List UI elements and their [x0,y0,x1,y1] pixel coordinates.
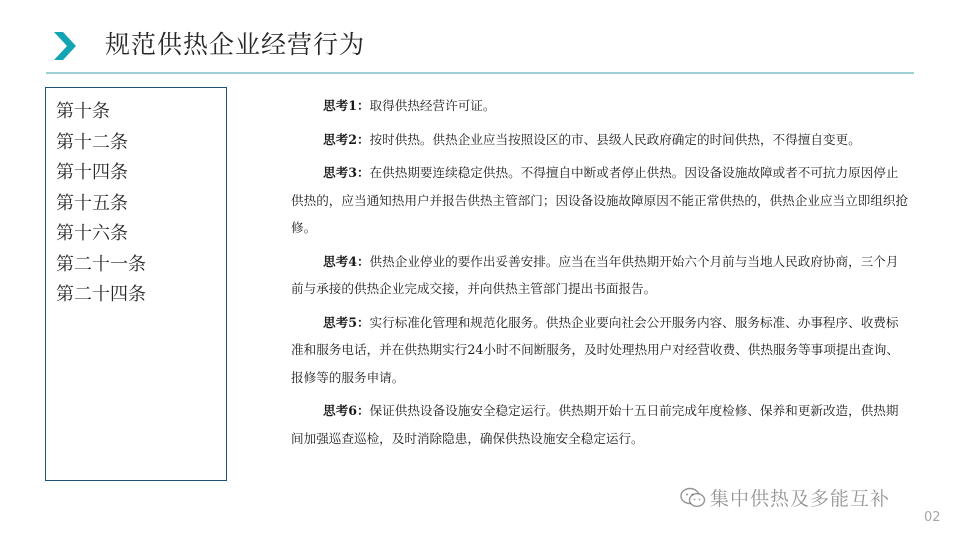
article-item: 第十四条 [56,162,128,183]
paragraph-text: 实行标准化管理和规范化服务。供热企业要向社会公开服务内容、服务标准、办事程序、收费标准和服务电话，并在供热期实行24小时不间断服务，及时处理热用户对经营收费、供热服务等事项提出查询、报修等的服务申请。 [291,314,899,385]
paragraph-label: 思考5： [323,314,370,330]
watermark [680,484,890,511]
page-number: 02 [924,510,941,525]
article-item: 第十五条 [56,192,128,214]
article-item: 第十二条 [56,131,128,153]
article-item: 第十六条 [56,223,128,244]
article-item: 第二十四条 [56,284,146,305]
paragraph-label: 思考2： [323,131,370,147]
paragraph-label: 思考6： [323,403,370,418]
wechat-icon [680,487,706,509]
paragraph-1 [291,92,911,120]
paragraph-label: 思考3： [323,165,370,180]
title-divider [46,72,914,74]
paragraph-4 [291,248,911,303]
paragraph-3 [291,159,911,242]
page-title: 规范供热企业经营行为 [105,30,366,59]
paragraph-text: 在供热期要连续稳定供热。不得擅自中断或者停止供热。因设备设施故障或者不可抗力原因停止供热的，应当通知热用户并报告供热主管部门；因设备设施故障原因不能正常供热的，供热企业应当立即组织抢修。 [291,165,909,235]
article-item: 第十条 [56,101,110,122]
paragraph-5 [291,309,911,392]
paragraph-text: 供热企业停业的要作出妥善安排。应当在当年供热期开始六个月前与当地人民政府协商，三个月前与承接的供热企业完成交接，并向供热主管部门提出书面报告。 [291,253,899,296]
article-list-box [45,87,227,481]
paragraph-label: 思考4： [323,253,370,269]
content-body [291,92,911,458]
title-chevron-icon [52,30,78,62]
paragraph-2 [291,126,911,154]
paragraph-text: 保证供热设备设施安全稳定运行。供热期开始十五日前完成年度检修、保养和更新改造，供热期间加强巡查巡检，及时消除隐患，确保供热设施安全稳定运行。 [291,403,899,446]
paragraph-label: 思考1： [323,98,370,113]
paragraph-text: 取得供热经营许可证。 [369,98,496,113]
paragraph-6 [291,397,911,452]
article-item: 第二十一条 [56,253,146,275]
watermark-text: 集中供热及多能互补 [710,488,891,510]
paragraph-text: 按时供热。供热企业应当按照设区的市、县级人民政府确定的时间供热，不得擅自变更。 [369,131,861,147]
